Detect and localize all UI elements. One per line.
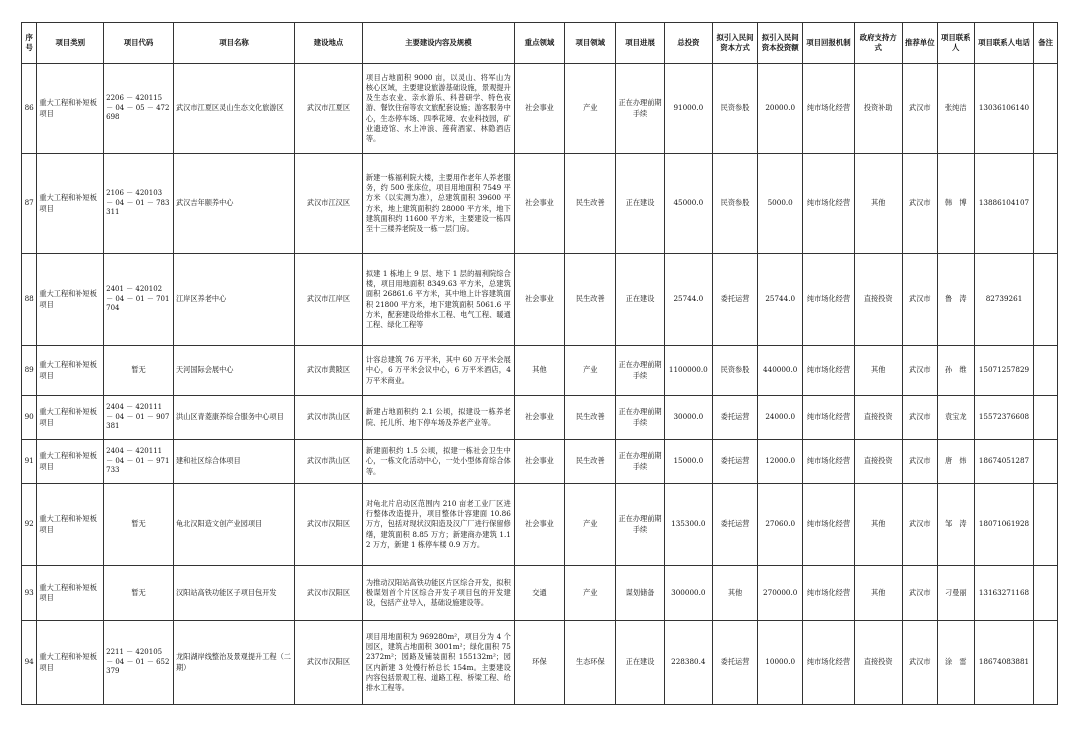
cell-no: 92 — [22, 484, 37, 566]
header-mechanism: 项目回报机制 — [803, 23, 854, 64]
header-total: 总投资 — [664, 23, 712, 64]
cell-progress: 正在办理前期手续 — [616, 396, 664, 440]
cell-amount: 20000.0 — [758, 64, 803, 154]
table-row — [22, 154, 1058, 254]
cell-progress: 谋划储备 — [616, 566, 664, 621]
cell-total: 30000.0 — [664, 396, 712, 440]
cell-code: 暂无 — [104, 566, 174, 621]
cell-no: 90 — [22, 396, 37, 440]
cell-contact: 刁曼丽 — [937, 566, 974, 621]
cell-code: 2401 － 420102 － 04 － 01 － 701704 — [104, 254, 174, 346]
cell-category: 重大工程和补短板项目 — [37, 621, 104, 705]
cell-total: 15000.0 — [664, 440, 712, 484]
cell-progress: 正在办理前期手续 — [616, 346, 664, 396]
cell-unit: 武汉市 — [902, 154, 937, 254]
cell-contact: 韩 博 — [937, 154, 974, 254]
table-row — [22, 396, 1058, 440]
cell-name: 龙阳湖岸线整治及景观提升工程（二期） — [173, 621, 294, 705]
cell-mechanism: 纯市场化经营 — [803, 154, 854, 254]
cell-category: 重大工程和补短板项目 — [37, 254, 104, 346]
cell-method: 委托运营 — [712, 396, 757, 440]
cell-content: 新建面积约 1.5 公顷，拟建一栋社会卫生中心，一栋文化活动中心，一处小型体育综合体等。 — [362, 440, 514, 484]
cell-unit: 武汉市 — [902, 64, 937, 154]
header-key-field: 重点领域 — [514, 23, 564, 64]
header-no: 序号 — [22, 23, 37, 64]
cell-phone: 18071061928 — [974, 484, 1034, 566]
cell-field: 民生改善 — [565, 254, 616, 346]
cell-no: 87 — [22, 154, 37, 254]
cell-progress: 正在办理前期手续 — [616, 64, 664, 154]
cell-key-field: 其他 — [514, 346, 564, 396]
cell-contact: 张纯洁 — [937, 64, 974, 154]
header-note: 备注 — [1034, 23, 1058, 64]
cell-amount: 440000.0 — [758, 346, 803, 396]
cell-amount: 27060.0 — [758, 484, 803, 566]
cell-key-field: 交通 — [514, 566, 564, 621]
cell-unit: 武汉市 — [902, 621, 937, 705]
cell-location: 武汉市洪山区 — [295, 396, 363, 440]
cell-name: 建和社区综合体项目 — [173, 440, 294, 484]
cell-progress: 正在办理前期手续 — [616, 440, 664, 484]
cell-amount: 25744.0 — [758, 254, 803, 346]
cell-support: 其他 — [854, 154, 902, 254]
cell-contact: 涂 雷 — [937, 621, 974, 705]
cell-field: 产业 — [565, 346, 616, 396]
cell-category: 重大工程和补短板项目 — [37, 440, 104, 484]
header-progress: 项目进展 — [616, 23, 664, 64]
cell-unit: 武汉市 — [902, 484, 937, 566]
cell-code: 暂无 — [104, 346, 174, 396]
cell-location: 武汉市江汉区 — [295, 154, 363, 254]
cell-method: 民资参股 — [712, 346, 757, 396]
cell-note — [1034, 64, 1058, 154]
cell-mechanism: 纯市场化经营 — [803, 621, 854, 705]
cell-unit: 武汉市 — [902, 566, 937, 621]
cell-total: 135300.0 — [664, 484, 712, 566]
cell-progress: 正在建设 — [616, 621, 664, 705]
cell-contact: 袁宝龙 — [937, 396, 974, 440]
cell-code: 2206 － 420115 － 04 － 05 － 472698 — [104, 64, 174, 154]
cell-note — [1034, 440, 1058, 484]
cell-location: 武汉市汉阳区 — [295, 621, 363, 705]
cell-key-field: 社会事业 — [514, 440, 564, 484]
cell-phone: 82739261 — [974, 254, 1034, 346]
cell-mechanism: 纯市场化经营 — [803, 396, 854, 440]
cell-mechanism: 纯市场化经营 — [803, 440, 854, 484]
cell-method: 委托运营 — [712, 440, 757, 484]
cell-category: 重大工程和补短板项目 — [37, 566, 104, 621]
table-row — [22, 254, 1058, 346]
cell-no: 93 — [22, 566, 37, 621]
header-category: 项目类别 — [37, 23, 104, 64]
cell-category: 重大工程和补短板项目 — [37, 484, 104, 566]
cell-phone: 13886104107 — [974, 154, 1034, 254]
cell-progress: 正在建设 — [616, 254, 664, 346]
cell-name: 江岸区养老中心 — [173, 254, 294, 346]
cell-content: 拟建 1 栋地上 9 层、地下 1 层的福利院综合楼，项目用地面积 8349.63 平方米，总建筑面积 26861.6 平方米，其中地上计容建筑面积 21800 平方米，地下建筑面积 5061.6 平方米，配套建设给排水工程、电气工程、暖通工程、绿化工程等 — [362, 254, 514, 346]
cell-name: 洪山区青菱康养综合服务中心项目 — [173, 396, 294, 440]
cell-note — [1034, 621, 1058, 705]
cell-note — [1034, 396, 1058, 440]
header-support: 政府支持方式 — [854, 23, 902, 64]
cell-category: 重大工程和补短板项目 — [37, 154, 104, 254]
cell-location: 武汉市江夏区 — [295, 64, 363, 154]
cell-unit: 武汉市 — [902, 396, 937, 440]
cell-code: 2404 － 420111 － 04 － 01 － 971733 — [104, 440, 174, 484]
table-row — [22, 566, 1058, 621]
header-field: 项目领域 — [565, 23, 616, 64]
cell-method: 委托运营 — [712, 484, 757, 566]
cell-phone: 13036106140 — [974, 64, 1034, 154]
cell-field: 产业 — [565, 484, 616, 566]
table-row — [22, 64, 1058, 154]
cell-method: 委托运营 — [712, 254, 757, 346]
cell-location: 武汉市黄陂区 — [295, 346, 363, 396]
cell-phone: 18674083881 — [974, 621, 1034, 705]
cell-category: 重大工程和补短板项目 — [37, 64, 104, 154]
cell-key-field: 社会事业 — [514, 64, 564, 154]
cell-field: 产业 — [565, 566, 616, 621]
cell-support: 直接投资 — [854, 440, 902, 484]
cell-no: 91 — [22, 440, 37, 484]
cell-code: 2404 － 420111 － 04 － 01 － 907381 — [104, 396, 174, 440]
cell-note — [1034, 484, 1058, 566]
cell-contact: 唐 炜 — [937, 440, 974, 484]
cell-name: 武汉吉年颐养中心 — [173, 154, 294, 254]
cell-note — [1034, 154, 1058, 254]
cell-field: 生态环保 — [565, 621, 616, 705]
cell-contact: 鲁 涛 — [937, 254, 974, 346]
cell-total: 228380.4 — [664, 621, 712, 705]
table-row — [22, 346, 1058, 396]
cell-progress: 正在办理前期手续 — [616, 484, 664, 566]
cell-category: 重大工程和补短板项目 — [37, 396, 104, 440]
cell-content: 计容总建筑 76 万平米，其中 60 万平米会展中心，6 万平米会议中心，6 万平米酒店，4 万平米商业。 — [362, 346, 514, 396]
cell-amount: 12000.0 — [758, 440, 803, 484]
cell-phone: 13163271168 — [974, 566, 1034, 621]
cell-method: 民资参股 — [712, 154, 757, 254]
cell-field: 民生改善 — [565, 396, 616, 440]
cell-content: 新建一栋福利院大楼，主要用作老年人养老服务，约 500 张床位，项目用地面积 7549 平方米（以实测为准），总建筑面积 39600 平方米，地上建筑面积约 28000 平方米，地下建筑面积约 11600 平方米，主要建设一栋四至十三楼养老院及一栋一层门房。 — [362, 154, 514, 254]
cell-note — [1034, 254, 1058, 346]
header-row — [22, 23, 1058, 64]
header-name: 项目名称 — [173, 23, 294, 64]
cell-content: 为推动汉阳站高铁功能区片区综合开发，拟积极谋划首个片区综合开发子项目包的开发建设，包括产业导入，基础设施建设等。 — [362, 566, 514, 621]
header-amount: 拟引入民间资本投资额 — [758, 23, 803, 64]
header-method: 拟引入民间资本方式 — [712, 23, 757, 64]
cell-contact: 孙 维 — [937, 346, 974, 396]
cell-location: 武汉市江岸区 — [295, 254, 363, 346]
cell-content: 对龟北片启动区范围内 210 亩老工业厂区进行整体改造提升，项目整体计容建面 10.86 万方，包括对现状汉阳造及汉广厂进行保留修缮，建筑面积 8.85 万方；新建商办建筑 1.12 万方，新建 1 栋停车楼 0.9 万方。 — [362, 484, 514, 566]
cell-name: 武汉市江夏区灵山生态文化旅游区 — [173, 64, 294, 154]
cell-support: 直接投资 — [854, 396, 902, 440]
cell-key-field: 社会事业 — [514, 254, 564, 346]
cell-support: 其他 — [854, 566, 902, 621]
cell-support: 投资补助 — [854, 64, 902, 154]
cell-amount: 10000.0 — [758, 621, 803, 705]
cell-support: 直接投资 — [854, 254, 902, 346]
cell-amount: 270000.0 — [758, 566, 803, 621]
cell-amount: 5000.0 — [758, 154, 803, 254]
header-contact: 项目联系人 — [937, 23, 974, 64]
cell-support: 直接投资 — [854, 621, 902, 705]
cell-method: 委托运营 — [712, 621, 757, 705]
cell-code: 暂无 — [104, 484, 174, 566]
cell-unit: 武汉市 — [902, 440, 937, 484]
table-row — [22, 621, 1058, 705]
cell-no: 94 — [22, 621, 37, 705]
cell-key-field: 环保 — [514, 621, 564, 705]
cell-field: 民生改善 — [565, 154, 616, 254]
cell-contact: 邹 涛 — [937, 484, 974, 566]
cell-progress: 正在建设 — [616, 154, 664, 254]
cell-phone: 15071257829 — [974, 346, 1034, 396]
cell-no: 89 — [22, 346, 37, 396]
cell-key-field: 社会事业 — [514, 484, 564, 566]
cell-phone: 15572376608 — [974, 396, 1034, 440]
cell-no: 86 — [22, 64, 37, 154]
cell-key-field: 社会事业 — [514, 396, 564, 440]
cell-total: 300000.0 — [664, 566, 712, 621]
header-location: 建设地点 — [295, 23, 363, 64]
cell-method: 其他 — [712, 566, 757, 621]
header-phone: 项目联系人电话 — [974, 23, 1034, 64]
cell-name: 龟北汉阳造文创产业园项目 — [173, 484, 294, 566]
cell-location: 武汉市汉阳区 — [295, 566, 363, 621]
cell-content: 项目占地面积 9000 亩，以灵山、将军山为核心区域，主要建设旅游基础设施，景观提升及生态农业、亲水游乐、科普研学、特色夜游、餐饮住宿等农文旅配套设施；游客服务中心，生态停车场、四季花境、农业科技园，矿业遗迹馆、水上冲浪、莲荷酒家、林隐酒店等。 — [362, 64, 514, 154]
cell-mechanism: 纯市场化经营 — [803, 566, 854, 621]
header-code: 项目代码 — [104, 23, 174, 64]
header-unit: 推荐单位 — [902, 23, 937, 64]
cell-support: 其他 — [854, 484, 902, 566]
table-row — [22, 440, 1058, 484]
project-table — [21, 22, 1058, 705]
cell-amount: 24000.0 — [758, 396, 803, 440]
cell-note — [1034, 346, 1058, 396]
cell-location: 武汉市汉阳区 — [295, 484, 363, 566]
cell-name: 汉阳站高铁功能区子项目包开发 — [173, 566, 294, 621]
cell-total: 25744.0 — [664, 254, 712, 346]
cell-code: 2211 － 420105 － 04 － 01 － 652379 — [104, 621, 174, 705]
cell-field: 产业 — [565, 64, 616, 154]
cell-total: 91000.0 — [664, 64, 712, 154]
cell-unit: 武汉市 — [902, 254, 937, 346]
cell-mechanism: 纯市场化经营 — [803, 254, 854, 346]
cell-mechanism: 纯市场化经营 — [803, 64, 854, 154]
cell-mechanism: 纯市场化经营 — [803, 346, 854, 396]
cell-note — [1034, 566, 1058, 621]
cell-unit: 武汉市 — [902, 346, 937, 396]
cell-content: 新建占地面积约 2.1 公顷，拟建设一栋养老院、托儿所、地下停车场及养老产业等。 — [362, 396, 514, 440]
cell-mechanism: 纯市场化经营 — [803, 484, 854, 566]
cell-category: 重大工程和补短板项目 — [37, 346, 104, 396]
cell-phone: 18674051287 — [974, 440, 1034, 484]
cell-code: 2106 － 420103 － 04 － 01 － 783311 — [104, 154, 174, 254]
table-row — [22, 484, 1058, 566]
cell-total: 45000.0 — [664, 154, 712, 254]
cell-location: 武汉市洪山区 — [295, 440, 363, 484]
cell-support: 其他 — [854, 346, 902, 396]
cell-no: 88 — [22, 254, 37, 346]
cell-field: 民生改善 — [565, 440, 616, 484]
cell-method: 民资参股 — [712, 64, 757, 154]
header-content: 主要建设内容及规模 — [362, 23, 514, 64]
cell-total: 1100000.0 — [664, 346, 712, 396]
cell-key-field: 社会事业 — [514, 154, 564, 254]
cell-content: 项目用地面积为 969280m²，项目分为 4 个园区，建筑占地面积 3001m²；绿化面积 752372m²；园路及铺装面积 155132m²；园区内新建 3 处慢行桥总长 154m。主要建设内容包括景观工程、道路工程、桥梁工程、给排水工程等。 — [362, 621, 514, 705]
cell-name: 天河国际会展中心 — [173, 346, 294, 396]
